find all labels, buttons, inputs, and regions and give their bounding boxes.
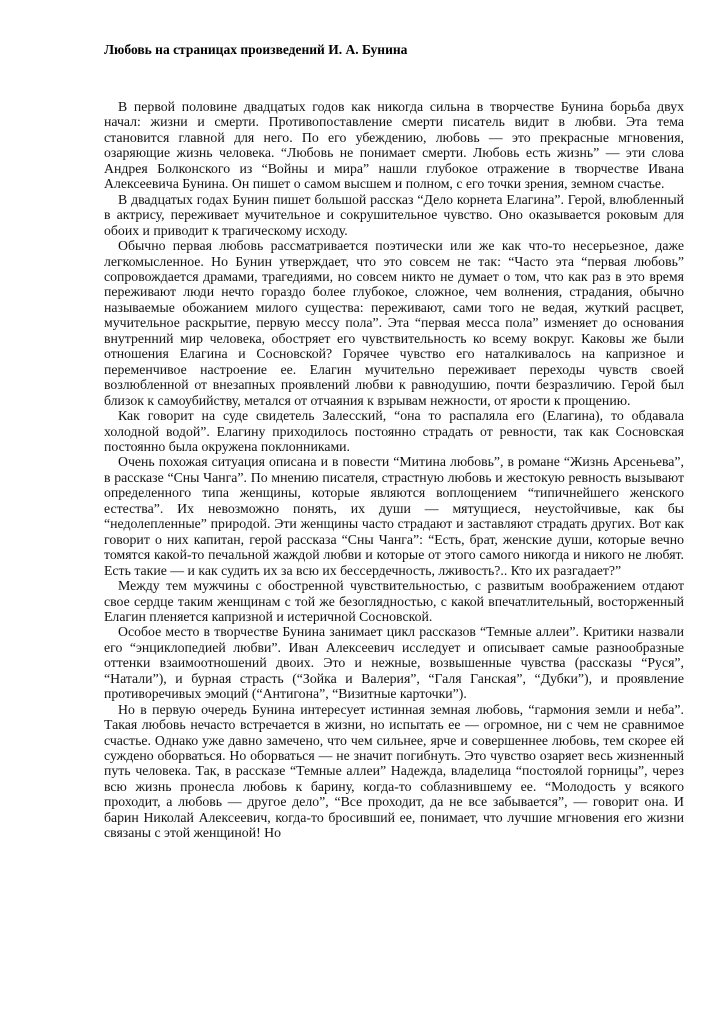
paragraph-6: Между тем мужчины с обостренной чувствительностью, с развитым воображением отдают свое сердце таким женщинам с той же безоглядностью, с какой впечатлительный, восторженный Елагин пленяется капризной и истеричной Сосновской. <box>104 578 684 624</box>
document-body <box>104 99 684 841</box>
paragraph-3: Обычно первая любовь рассматривается поэтически или же как что-то несерьезное, даже легкомысленное. Но Бунин утверждает, что это совсем не так: “Часто эта “первая любовь” сопровождается драмами, трагедиями, но совсем никто не думает о том, что как раз в это время переживают люди нечто гораздо более глубокое, сложное, чем волнения, страдания, обычно называемые обожанием милого существа: переживают, сами того не ведая, жуткий расцвет, мучительное раскрытие, первую мессу пола”. Эта “первая месса пола” изменяет до основания внутренний мир человека, обостряет его чувствительность ко всему вокруг. Каковы же были отношения Елагина и Сосновской? Горячее чувство его наталкивалось на капризное и переменчивое настроение ее. Елагин мучительно переживает переходы чувств своей возлюбленной от внезапных проявлений любви к равнодушию, почти безразличию. Герой был близок к самоубийству, метался от отчаяния к взрывам нежности, от ярости к прощению. <box>104 238 684 408</box>
paragraph-2: В двадцатых годах Бунин пишет большой рассказ “Дело корнета Елагина”. Герой, влюбленный в актрису, переживает мучительное и сокрушительное чувство. Оно оказывается роковым для обоих и приводит к трагическому исходу. <box>104 191 684 238</box>
document-title: Любовь на страницах произведений И. А. Бунина <box>104 42 408 57</box>
paragraph-7: Особое место в творчестве Бунина занимает цикл рассказов “Темные аллеи”. Критики назвали его “энциклопедией любви”. Иван Алексеевич исследует и описывает самые разнообразные оттенки взаимоотношений двоих. Это и нежные, возвышенные чувства (рассказы “Руся”, “Натали”), и бурная страсть (“Зойка и Валерия”, “Галя Ганская”, “Дубки”), и проявление противоречивых эмоций (“Антигона”, “Визитные карточки”). <box>104 624 684 702</box>
paragraph-5: Очень похожая ситуация описана и в повести “Митина любовь”, в романе “Жизнь Арсеньева”, в рассказе “Сны Чанга”. По мнению писателя, страстную любовь и жестокую ревность вызывают определенного типа женщины, которые являются воплощением “типичнейшего женского естества”. Их невозможно понять, их души — мятущиеся, неустойчивые, как бы “недолепленные” природой. Эти женщины часто страдают и заставляют страдать других. Вот как говорит о них капитан, герой рассказа “Сны Чанга”: “Есть, брат, женские души, которые вечно томятся какой-то печальной жаждой любви и которые от этого самого никогда и никого не любят. Есть такие — и как судить их за всю их бессердечность, лживость?.. Кто их разгадает?” <box>104 454 684 578</box>
paragraph-4: Как говорит на суде свидетель Залесский, “она то распаляла его (Елагина), то обдавала холодной водой”. Елагину приходилось постоянно страдать от ревности, так как Сосновская постоянно была окружена поклонниками. <box>104 408 684 454</box>
paragraph-8: Но в первую очередь Бунина интересует истинная земная любовь, “гармония земли и неба”. Такая любовь нечасто встречается в жизни, но испытать ее — огромное, ни с чем не сравнимое счастье. Однако уже давно замечено, что чем сильнее, ярче и совершеннее любовь, тем скорее ей суждено оборваться. Но оборваться — не значит погибнуть. Это чувство озаряет весь жизненный путь человека. Так, в рассказе “Темные аллеи” Надежда, владелица “постоялой горницы”, через всю жизнь пронесла любовь к барину, когда-то соблазнившему ее. “Молодость у всякого проходит, а любовь — другое дело”, “Все проходит, да не все забывается”, — говорит она. И барин Николай Алексеевич, когда-то бросивший ее, понимает, что лучшие мгновения его жизни связаны с этой женщиной! Но <box>104 701 684 841</box>
paragraph-1: В первой половине двадцатых годов как никогда сильна в творчестве Бунина борьба двух начал: жизни и смерти. Противопоставление смерти писатель видит в любви. Эта тема становится главной для него. По его убеждению, любовь — это прекрасные мгновения, озаряющие жизнь человека. “Любовь не понимает смерти. Любовь есть жизнь” — эти слова Андрея Болконского из “Войны и мира” нашли глубокое отражение в творчестве Ивана Алексеевича Бунина. Он пишет о самом высшем и полном, с его точки зрения, земном счастье. <box>104 99 684 192</box>
